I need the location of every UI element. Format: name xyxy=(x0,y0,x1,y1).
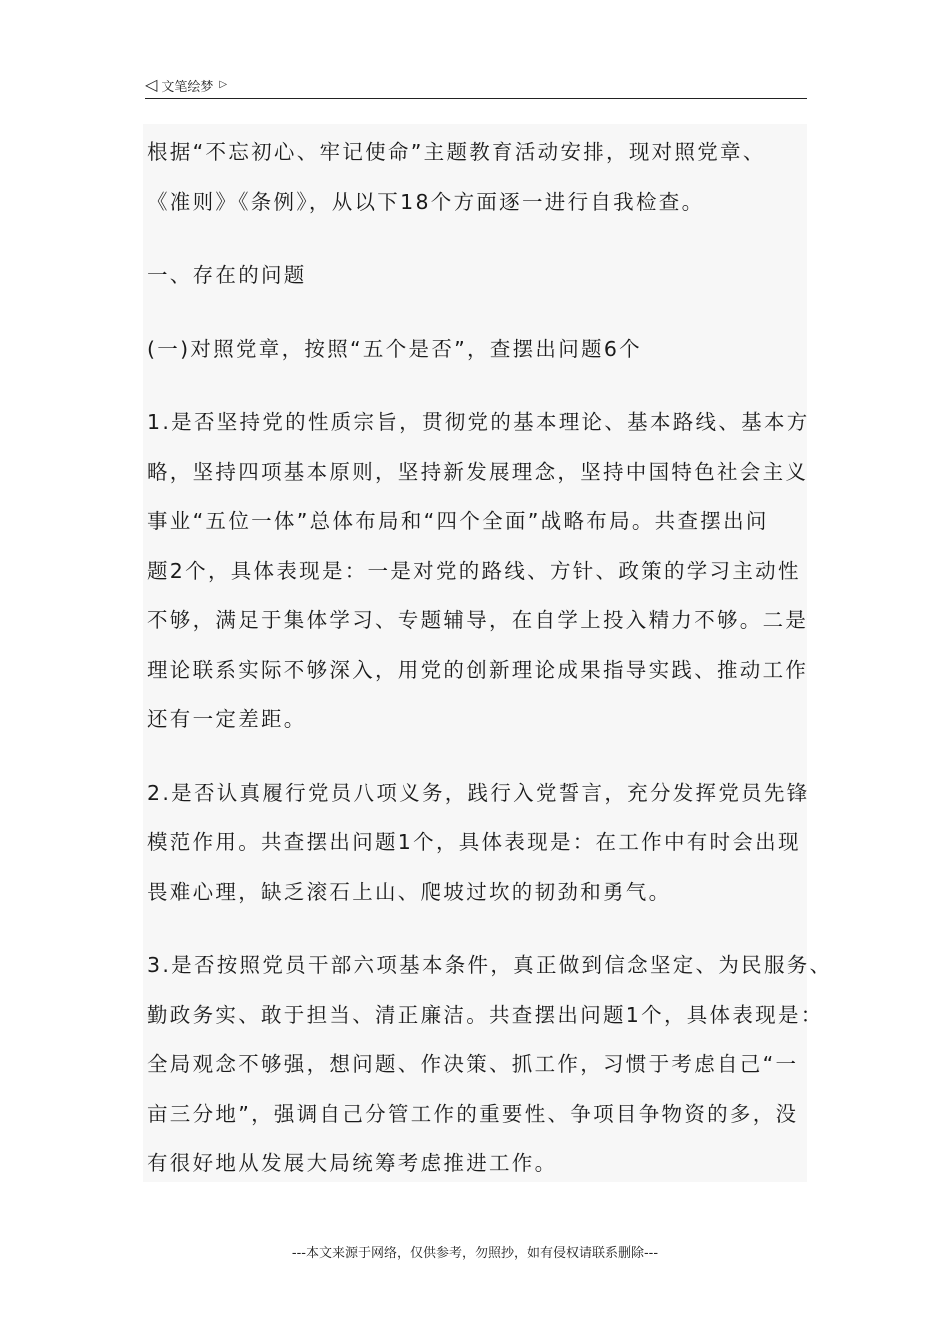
text-line: (一)对照党章，按照“五个是否”，查摆出问题6个 xyxy=(147,336,642,361)
section-heading xyxy=(147,251,807,301)
document-body xyxy=(143,124,833,1182)
text-line: 1.是否坚持党的性质宗旨，贯彻党的基本理论、基本路线、基本方 xyxy=(147,410,810,434)
text-line: 一、存在的问题 xyxy=(147,263,307,287)
page-footer: ---本文来源于网络，仅供参考，勿照抄，如有侵权请联系删除--- xyxy=(291,1246,659,1261)
triangle-right-icon: ▷ xyxy=(219,79,228,90)
text-line: 3.是否按照党员干部六项基本条件，真正做到信念坚定、为民服务、 xyxy=(147,953,833,977)
text-line: 亩三分地”，强调自己分管工作的重要性、争项目争物资的多，没 xyxy=(147,1101,799,1126)
text-line: 题2个，具体表现是：一是对党的路线、方针、政策的学习主动性 xyxy=(147,558,801,583)
text-line: 根据“不忘初心、牢记使命”主题教育活动安排，现对照党章、 xyxy=(147,140,766,164)
text-line: 还有一定差距。 xyxy=(147,707,307,731)
text-line: 模范作用。共查摆出问题1个，具体表现是：在工作中有时会出现 xyxy=(147,830,801,854)
text-line: 全局观念不够强，想问题、作决策、抓工作，习惯于考虑自己“一 xyxy=(147,1052,799,1076)
paragraph-item-1 xyxy=(147,398,810,745)
text-line: 畏难心理，缺乏滚石上山、爬坡过坎的韧劲和勇气。 xyxy=(147,879,672,904)
text-line: 略，坚持四项基本原则，坚持新发展理念，坚持中国特色社会主义 xyxy=(147,459,809,484)
text-line: 有很好地从发展大局统筹考虑推进工作。 xyxy=(147,1151,558,1175)
text-line: 勤政务实、敢于担当、清正廉洁。共查摆出问题1个，具体表现是： xyxy=(147,1002,824,1027)
text-line: 事业“五位一体”总体布局和“四个全面”战略布局。共查摆出问 xyxy=(147,509,769,533)
header-title: 文笔绘梦 xyxy=(161,79,214,95)
paragraph-intro xyxy=(147,128,807,227)
text-line: 不够，满足于集体学习、专题辅导，在自学上投入精力不够。二是 xyxy=(147,608,809,632)
text-line: 理论联系实际不够深入，用党的创新理论成果指导实践、推动工作 xyxy=(147,657,809,682)
subsection-heading xyxy=(147,325,807,375)
paragraph-item-2 xyxy=(147,769,810,918)
text-line: 《准则》《条例》，从以下18个方面逐一进行自我检查。 xyxy=(147,189,705,214)
page-header xyxy=(145,72,807,99)
paragraph-item-3 xyxy=(147,941,833,1189)
text-line: 2.是否认真履行党员八项义务，践行入党誓言，充分发挥党员先锋 xyxy=(147,780,810,805)
triangle-left-icon: ◁ xyxy=(145,75,158,94)
